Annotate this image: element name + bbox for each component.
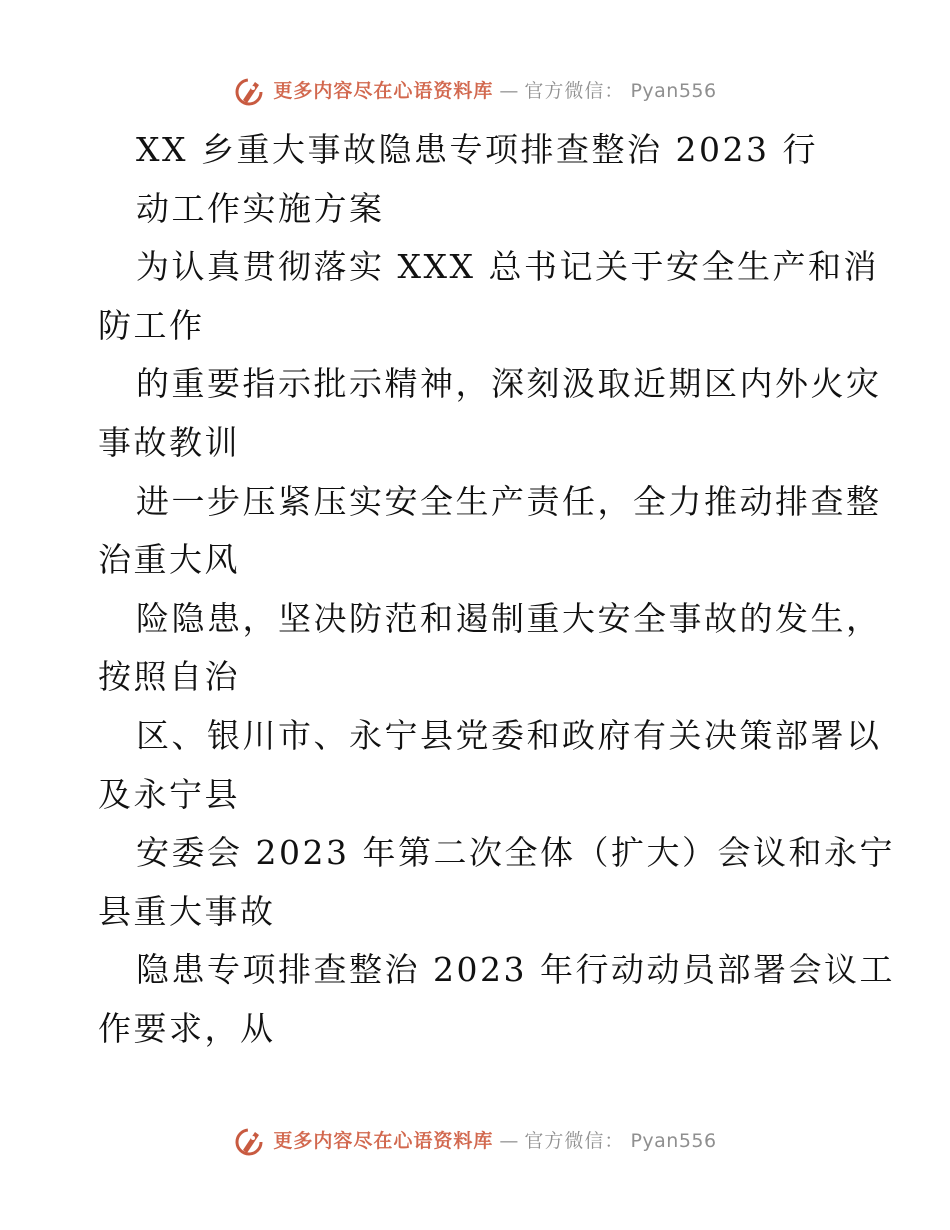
paragraph-line: 安委会 2023 年第二次全体（扩大）会议和永宁: [136, 833, 895, 873]
watermark-wechat-label: 官方微信：: [524, 80, 625, 102]
watermark-brand-text: 更多内容尽在心语资料库: [273, 80, 494, 102]
paragraph-line: 为认真贯彻落实 XXX 总书记关于安全生产和消: [136, 247, 879, 287]
paragraph-line: 作要求，从: [98, 1008, 276, 1048]
pen-nib-swirl-icon: [233, 1124, 267, 1158]
paragraph-line: 事故教训: [98, 422, 240, 462]
document-title-line-2: 动工作实施方案: [136, 188, 385, 228]
watermark-separator: —: [499, 80, 519, 102]
document-body: [98, 121, 895, 1059]
pen-nib-swirl-icon: [233, 74, 267, 108]
paragraph-line: 的重要指示批示精神，深刻汲取近期区内外火灾: [136, 364, 882, 404]
watermark-separator: —: [499, 1130, 519, 1152]
paragraph-line: 进一步压紧压实安全生产责任，全力推动排查整: [136, 481, 882, 521]
paragraph-line: 隐患专项排查整治 2023 年行动动员部署会议工: [136, 950, 895, 990]
paragraph-line: 防工作: [98, 305, 205, 345]
paragraph-line: 险隐患，坚决防范和遏制重大安全事故的发生，: [136, 598, 882, 638]
footer-watermark: [0, 1124, 950, 1158]
document-title-line-1: XX 乡重大事故隐患专项排查整治 2023 行: [136, 130, 818, 169]
paragraph-line: 县重大事故: [98, 891, 276, 931]
watermark-wechat-id: Pyan556: [630, 1130, 717, 1152]
paragraph-line: 治重大风: [98, 540, 240, 580]
header-watermark: [0, 74, 950, 108]
watermark-wechat-id: Pyan556: [630, 80, 717, 102]
paragraph-line: 区、银川市、永宁县党委和政府有关决策部署以: [136, 715, 882, 755]
paragraph-line: 按照自治: [98, 657, 240, 697]
watermark-wechat-label: 官方微信：: [524, 1130, 625, 1152]
watermark-brand-text: 更多内容尽在心语资料库: [273, 1130, 494, 1152]
paragraph-line: 及永宁县: [98, 774, 240, 814]
